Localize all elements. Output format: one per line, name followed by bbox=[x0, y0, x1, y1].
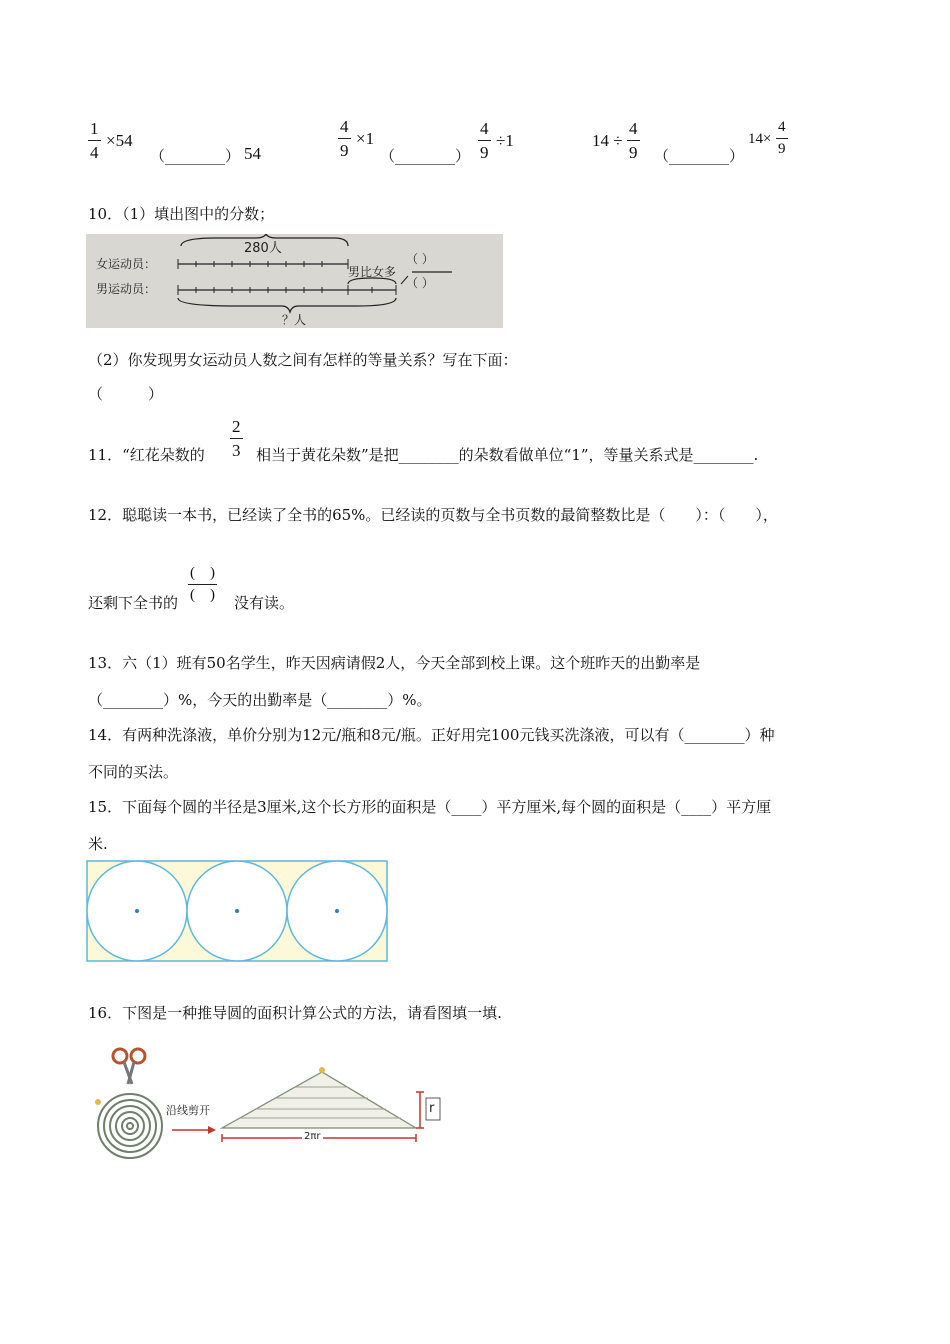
q10-frac-bottom[interactable]: （ ） bbox=[406, 276, 434, 290]
q12-fraction[interactable]: ( ) ( ) bbox=[190, 565, 215, 603]
q13-line1: 13．六（1）班有50名学生，昨天因病请假2人，今天全部到校上课。这个班昨天的出勤率是 bbox=[88, 654, 701, 672]
q9-b-rhs-fraction: 4 9 bbox=[480, 119, 489, 162]
q9-a-blank[interactable]: （________） bbox=[150, 147, 241, 165]
q10-unknown-label: ？人 bbox=[282, 313, 307, 327]
scissors-icon bbox=[113, 1049, 145, 1084]
q10-female-label: 女运动员： bbox=[96, 257, 157, 271]
q9-b-rhs-op: ÷1 bbox=[496, 131, 514, 150]
q10-line1: 10．（1）填出图中的分数； bbox=[88, 205, 275, 223]
q12-post2: 没有读。 bbox=[234, 594, 295, 612]
q9-b-op: ×1 bbox=[356, 129, 375, 148]
q15-center-3 bbox=[335, 909, 339, 913]
q9-c-rhs: 14× bbox=[748, 131, 772, 147]
q9-c-lhs: 14 ÷ bbox=[592, 131, 623, 150]
q9-c-fraction: 4 9 bbox=[629, 119, 638, 162]
q14-line2: 不同的买法。 bbox=[88, 763, 179, 781]
q16-diagram bbox=[86, 1044, 446, 1174]
q16-line1: 16．下图是一种推导圆的面积计算公式的方法，请看图填一填. bbox=[88, 1004, 502, 1022]
q15-center-2 bbox=[235, 909, 239, 913]
q10-answer[interactable]: （ ） bbox=[88, 385, 164, 403]
q13-line2: （________）%，今天的出勤率是（________）%。 bbox=[88, 691, 432, 709]
q12-line1: 12．聪聪读一本书，已经读了全书的65%。已经读的页数与全书页数的最简整数比是（ ）：（ ）， bbox=[88, 506, 778, 524]
q9-b-blank[interactable]: （________） bbox=[380, 147, 471, 165]
q11-post: 相当于黄花朵数”是把________的朵数看做单位“1”，等量关系式是________. bbox=[256, 446, 759, 464]
q12-pre2: 还剩下全书的 bbox=[88, 594, 179, 612]
q9-b-fraction: 4 9 bbox=[340, 117, 349, 160]
q10-compare-label: 男比女多 bbox=[348, 265, 397, 279]
q16-figure bbox=[86, 1044, 446, 1174]
concentric-circles bbox=[98, 1094, 162, 1158]
q9-a-op: ×54 bbox=[106, 131, 133, 150]
q10-figure bbox=[86, 234, 503, 328]
q9-a-rhs: 54 bbox=[244, 144, 261, 163]
q9-a-fraction: 1 4 bbox=[90, 119, 99, 162]
q15-line1: 15．下面每个圆的半径是3厘米,这个长方形的面积是（____）平方厘米,每个圆的面积是（____）平方厘 bbox=[88, 798, 772, 816]
q16-cut-label: 沿线剪开 bbox=[166, 1104, 210, 1117]
q9-c-blank[interactable]: （________） bbox=[654, 147, 745, 165]
q15-line2: 米. bbox=[88, 835, 108, 853]
q10-line2: （2）你发现男女运动员人数之间有怎样的等量关系？写在下面： bbox=[88, 351, 518, 369]
q10-frac-top[interactable]: （ ） bbox=[406, 252, 434, 266]
unrolled-triangle bbox=[222, 1072, 416, 1128]
q16-base-label: 2πr bbox=[304, 1131, 321, 1142]
q9-c-rhs-fraction: 4 9 bbox=[778, 119, 786, 157]
q11-pre: 11．“红花朵数的 bbox=[88, 446, 205, 464]
q10-male-label: 男运动员： bbox=[96, 282, 157, 296]
q10-total-label: 280人 bbox=[244, 241, 282, 256]
q14-line1: 14．有两种洗涤液，单价分别为12元/瓶和8元/瓶。正好用完100元钱买洗涤液，可以有（________）种 bbox=[88, 726, 775, 744]
q15-circles-figure bbox=[86, 860, 388, 962]
q15-center-1 bbox=[135, 909, 139, 913]
q16-r-label: r bbox=[429, 1101, 435, 1116]
q11-fraction: 2 3 bbox=[232, 417, 241, 460]
